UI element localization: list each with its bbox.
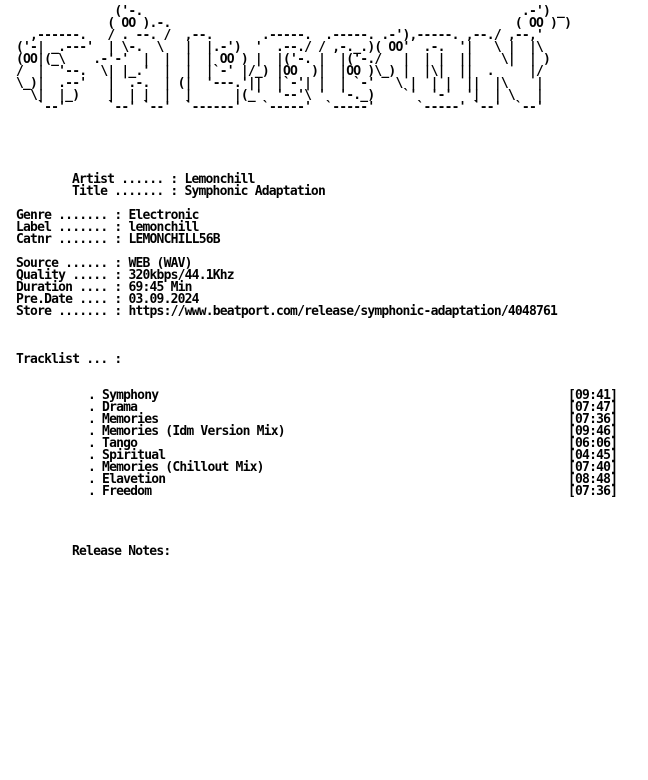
artist-key: Artist ...... : — [72, 172, 178, 187]
title-value: Symphonic Adaptation — [184, 184, 325, 199]
release-notes-heading: Release Notes: — [72, 544, 171, 559]
catnr-row — [16, 234, 617, 246]
track-name: . Spiritual — [88, 448, 166, 463]
ascii-art-logo: ('-. .-') _ ( OO ).-. ( OO ) ) ,------. / . --. / ,--. .-----. .-----. .-'),-----. ,--./ ,--,' ('-| _.---' | \-. \ | |.-') ' .--./ / ,-._.)( OO' .-. '| \ | |\ (OO|(_\ .-'-' | | | | OO ) | |('-. | |('-./ | | | || \| | ) / | '--. \| |_.' | | |`-' |/_) |OO )| |OO )\_) | |\| || . |/ \_)| .--' | .-. | (| '---.'|| |`-'| | | `-' \ | | | || |\ | \| |_) | | | | | |(_' '--'\ ' '-._) `' '-' '| | \ | `--' `--' `--' `------' `-----' `-----' `-----' `--' `--' — [16, 4, 572, 115]
duration-key: Duration .... : — [16, 280, 122, 295]
track-time: [07:36] — [568, 484, 618, 499]
catnr-value: LEMONCHILL56B — [128, 232, 220, 247]
track-name: . Tango — [88, 436, 138, 451]
source-key: Source ...... : — [16, 256, 122, 271]
track-time: [09:46] — [568, 424, 618, 439]
track-time: [08:48] — [568, 472, 618, 487]
release-notes-row — [16, 546, 617, 558]
predate-key: Pre.Date .... : — [16, 292, 122, 307]
source-value: WEB (WAV) — [128, 256, 192, 271]
store-url: https://www.beatport.com/release/symphonic-adaptation/4048761 — [128, 304, 558, 319]
genre-value: Electronic — [128, 208, 199, 223]
tracklist-heading: Tracklist ... : — [16, 352, 122, 367]
quality-value: 320kbps/44.1Khz — [128, 268, 234, 283]
track-time: [04:45] — [568, 448, 618, 463]
genre-key: Genre ....... : — [16, 208, 122, 223]
track-time: [07:36] — [568, 412, 618, 427]
store-key: Store ....... : — [16, 304, 122, 319]
track-time: [07:47] — [568, 400, 618, 415]
nfo-document — [16, 6, 617, 558]
title-key: Title ....... : — [72, 184, 178, 199]
label-value: lemonchill — [128, 220, 199, 235]
track-name: . Memories (Chillout Mix) — [88, 460, 264, 475]
track-time: [06:06] — [568, 436, 618, 451]
artist-value: Lemonchill — [184, 172, 255, 187]
store-row — [16, 306, 617, 318]
track-time: [07:40] — [568, 460, 618, 475]
catnr-key: Catnr ....... : — [16, 232, 122, 247]
predate-value: 03.09.2024 — [128, 292, 199, 307]
track-name: . Freedom — [88, 484, 152, 499]
track-name: . Drama — [88, 400, 138, 415]
track-name: . Memories — [88, 412, 159, 427]
label-key: Label ....... : — [16, 220, 122, 235]
tracklist — [16, 390, 617, 498]
quality-key: Quality ..... : — [16, 268, 122, 283]
track-name: . Symphony — [88, 388, 159, 403]
track-name: . Elavetion — [88, 472, 166, 487]
track-row — [16, 486, 617, 498]
track-time: [09:41] — [568, 388, 618, 403]
track-name: . Memories (Idm Version Mix) — [88, 424, 285, 439]
duration-value: 69:45 Min — [128, 280, 192, 295]
title-row — [16, 186, 617, 198]
